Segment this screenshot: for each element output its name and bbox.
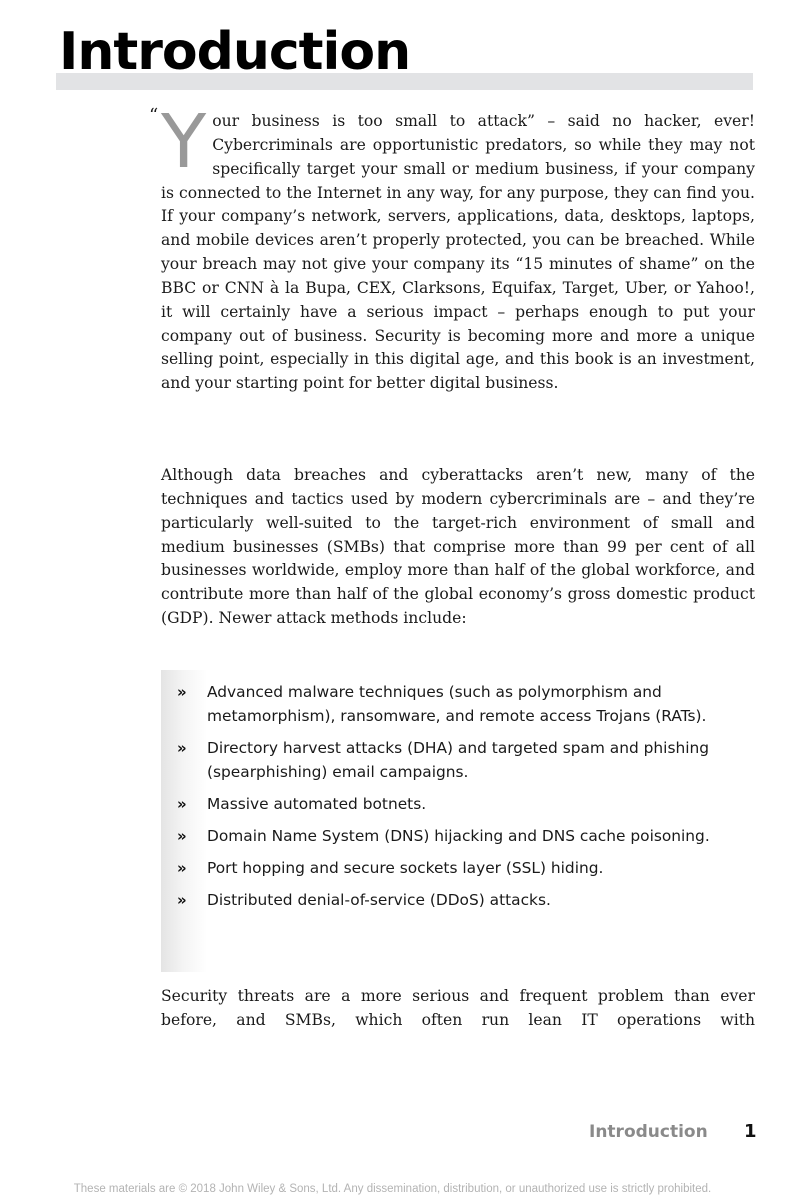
double-chevron-icon: » <box>177 827 185 845</box>
copyright-notice: These materials are © 2018 John Wiley & Sons, Ltd. Any dissemination, distribution, or unauthorized use is strictly prohibited. <box>73 1183 712 1195</box>
list-item: » Domain Name System (DNS) hijacking and DNS cache poisoning. <box>161 824 755 848</box>
page-number: 1 <box>744 1121 757 1142</box>
paragraph-text: our business is too small to attack” – said no hacker, ever! Cybercriminals are opportunistic predators, so while they may not specifically target your small or medium business, if your company is connected to the Internet in any way, for any purpose, they can find you. If your company’s network, servers, applications, data, desktops, laptops, and mobile devices aren’t properly protected, you can be breached. While your breach may not give your company its “15 minutes of shame” on the BBC or CNN à la Bupa, CEX, Clarksons, Equifax, Target, Uber, or Yahoo!, it will certainly have a serious impact – perhaps enough to put your company out of business. Security is becoming more and more a unique selling point, especially in this digital age, and this book is an investment, and your starting point for better digital business. <box>161 112 755 393</box>
chapter-header <box>56 18 756 92</box>
attack-methods-list <box>161 670 755 972</box>
body-paragraph: Although data breaches and cyberattacks aren’t new, many of the techniques and tactics used by modern cybercriminals are – and they’re particularly well-suited to the target-rich environment of small and medium businesses (SMBs) that comprise more than 99 per cent of all businesses worldwide, employ more than half of the global workforce, and contribute more than half of the global economy’s gross domestic product (GDP). Newer attack methods include: <box>161 466 755 628</box>
double-chevron-icon: » <box>177 739 185 757</box>
list-item: » Massive automated botnets. <box>161 792 755 816</box>
list-item: » Advanced malware techniques (such as polymorphism and metamorphism), ransomware, and remote access Trojans (RATs). <box>161 680 755 728</box>
double-chevron-icon: » <box>177 859 185 877</box>
double-chevron-icon: » <box>177 795 185 813</box>
list-item: » Distributed denial-of-service (DDoS) attacks. <box>161 888 755 912</box>
chapter-title: Introduction <box>59 22 411 82</box>
list-item: » Directory harvest attacks (DHA) and targeted spam and phishing (spearphishing) email campaigns. <box>161 736 755 784</box>
list-item: » Port hopping and secure sockets layer (SSL) hiding. <box>161 856 755 880</box>
open-quote-mark: “ <box>149 105 159 126</box>
body-paragraph: Security threats are a more serious and frequent problem than ever before, and SMBs, which often run lean IT operations with <box>161 987 755 1029</box>
dropcap-letter: “ Y <box>149 99 207 185</box>
footer-section-label: Introduction <box>589 1122 708 1142</box>
intro-paragraph <box>149 99 755 396</box>
double-chevron-icon: » <box>177 891 185 909</box>
double-chevron-icon: » <box>177 683 185 701</box>
